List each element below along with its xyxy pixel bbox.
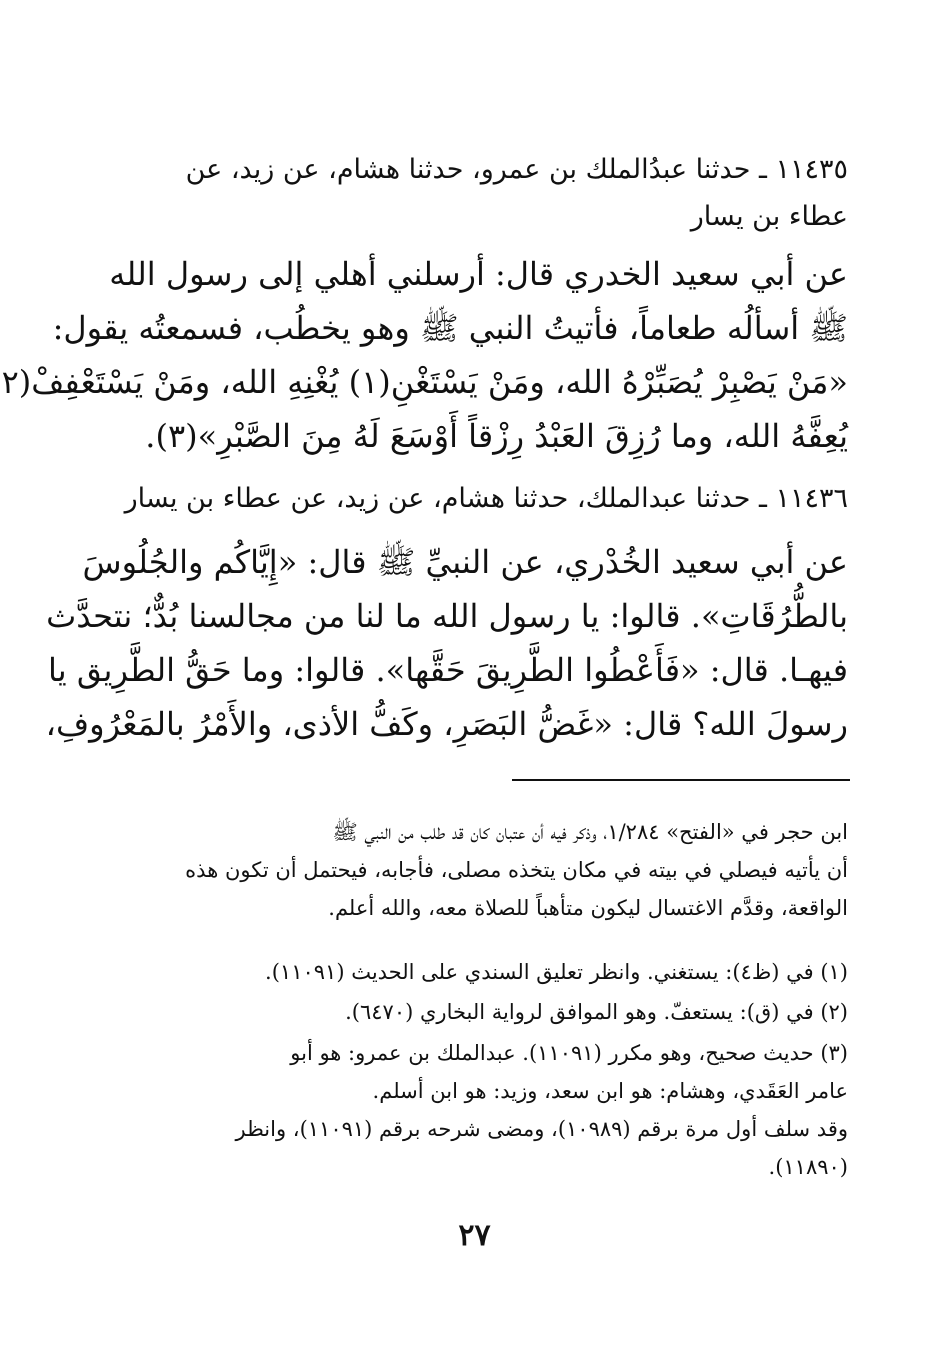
footnote-line: أن يأتيه فيصلي في بيته في مكان يتخذه مصلى، فأجابه، فيحتمل أن تكون هذه bbox=[185, 858, 848, 882]
footnote-line: (٣) حديث صحيح، وهو مكرر (١١٠٩١). عبدالملك بن عمرو: هو أبو bbox=[290, 1041, 848, 1065]
matn-line: عن أبي سعيد الخدري قال: أرسلني أهلي إلى رسول الله bbox=[109, 255, 848, 293]
footnote-line: (٢) في (ق): يستعفّ. وهو الموافق لرواية البخاري (٦٤٧٠). bbox=[345, 1000, 848, 1024]
isnad-line: عطاء بن يسار bbox=[690, 201, 848, 232]
footnote-line: عامر العَقَدي، وهشام: هو ابن سعد، وزيد: هو ابن أسلم. bbox=[372, 1079, 848, 1103]
footnote-line: (١١٨٩٠). bbox=[768, 1155, 848, 1179]
footnote-separator bbox=[512, 779, 850, 781]
matn-line: «مَنْ يَصْبِرْ يُصَبِّرْهُ الله، ومَنْ يَسْتَغْنِ(١) يُغْنِهِ الله، ومَنْ يَسْتَعْفِفْ(٢ bbox=[1, 363, 848, 401]
hadith-11436-isnad bbox=[124, 475, 848, 522]
matn-line: بالطُّرُقَاتِ». قالوا: يا رسول الله ما لنا من مجالسنا بُدٌّ؛ نتحدَّث bbox=[46, 597, 848, 635]
isnad-line: ١١٤٣٦ ـ حدثنا عبدالملك، حدثنا هشام، عن زيد، عن عطاء بن يسار bbox=[124, 483, 848, 514]
matn-line: عن أبي سعيد الخُدْري، عن النبيِّ ﷺ قال: «إِيَّاكُم والجُلُوسَ bbox=[82, 543, 848, 581]
matn-line: ﷺ أسألُه طعاماً، فأتيتُ النبي ﷺ وهو يخطُب، فسمعتُه يقول: bbox=[52, 309, 848, 347]
hadith-11435-isnad bbox=[148, 146, 848, 240]
footnote-3 bbox=[148, 1034, 848, 1186]
page-number: ٢٧ bbox=[458, 1218, 491, 1253]
footnote-line: ابن حجر في «الفتح» ١/٢٨٤، وذكر فيه أن عتبان كان قد طلب من النبي ﷺ bbox=[332, 820, 848, 844]
footnote-line: وقد سلف أول مرة برقم (١٠٩٨٩)، ومضى شرحه برقم (١١٠٩١)، وانظر bbox=[235, 1117, 848, 1141]
footnote-continuation bbox=[148, 813, 848, 927]
hadith-11436-matn bbox=[45, 535, 848, 751]
footnote-2 bbox=[148, 993, 848, 1031]
footnote-line: الواقعة، وقدَّم الاغتسال ليكون متأهباً للصلاة معه، والله أعلم. bbox=[328, 896, 848, 920]
footnote-1 bbox=[148, 953, 848, 991]
footnote-line: (١) في (ظ٤): يستغني. وانظر تعليق السندي على الحديث (١١٠٩١). bbox=[265, 960, 848, 984]
matn-line: رسولَ الله؟ قال: «غَضُّ البَصَرِ، وكَفُّ الأذى، والأَمْرُ بالمَعْرُوفِ، bbox=[45, 705, 848, 743]
matn-line: يُعِفَّهُ الله، وما رُزِقَ العَبْدُ رِزْقاً أَوْسَعَ لَهُ مِنَ الصَّبْرِ»(٣). bbox=[145, 417, 848, 455]
isnad-line: ١١٤٣٥ ـ حدثنا عبدُالملك بن عمرو، حدثنا هشام، عن زيد، عن bbox=[185, 154, 848, 185]
matn-line: فيهـا. قال: «فَأَعْطُوا الطَّرِيقَ حَقَّها». قالوا: وما حَقُّ الطَّرِيق يا bbox=[48, 651, 848, 689]
hadith-11435-matn bbox=[1, 247, 848, 463]
